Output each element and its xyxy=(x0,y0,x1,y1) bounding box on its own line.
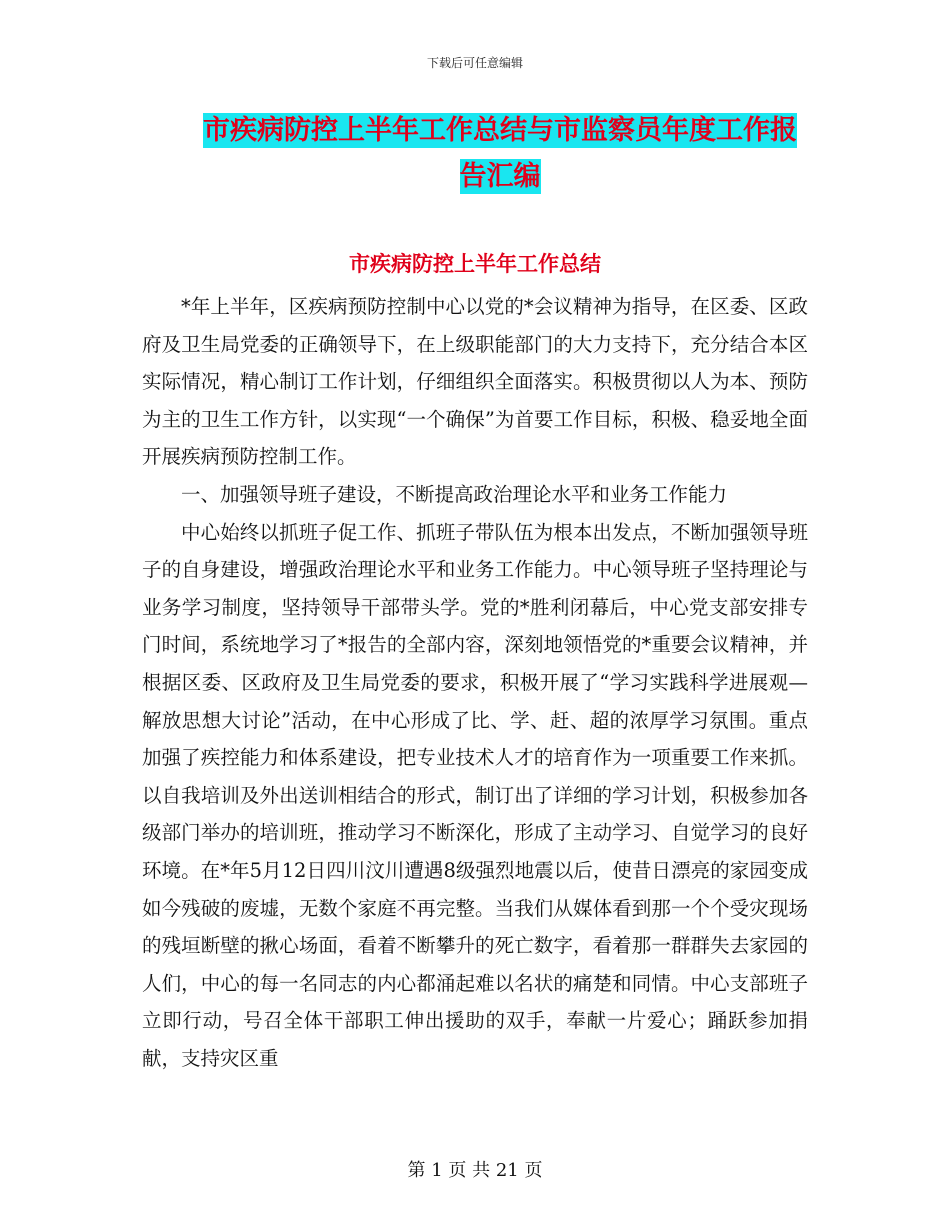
paragraph-heading-1: 一、加强领导班子建设，不断提高政治理论水平和业务工作能力 xyxy=(181,482,728,506)
paragraph-intro: *年上半年，区疾病预防控制中心以党的*会议精神为指导，在区委、区政府及卫生局党委的正确领导下，在上级职能部门的大力支持下，充分结合本区实际情况，精心制订工作计划，仔细组织全面落实。积极贯彻以人为本、预防为主的卫生工作方针，以实现“一个确保”为首要工作目标，积极、稳妥地全面开展疾病预防控制工作。 xyxy=(142,295,808,469)
section-title: 市疾病防控上半年工作总结 xyxy=(349,252,601,276)
document-body xyxy=(142,288,808,1077)
page-footer: 第 1 页 共 21 页 xyxy=(407,1160,543,1181)
document-title xyxy=(190,108,810,200)
header-note: 下载后可任意编辑 xyxy=(426,56,523,70)
paragraph-body-1: 中心始终以抓班子促工作、抓班子带队伍为根本出发点，不断加强领导班子的自身建设，增强政治理论水平和业务工作能力。中心领导班子坚持理论与业务学习制度，坚持领导干部带头学。党的*胜利闭幕后，中心党支部安排专门时间，系统地学习了*报告的全部内容，深刻地领悟党的*重要会议精神，并根据区委、区政府及卫生局党委的要求，积极开展了“学习实践科学进展观—解放思想大讨论”活动，在中心形成了比、学、赶、超的浓厚学习氛围。重点加强了疾控能力和体系建设，把专业技术人才的培育作为一项重要工作来抓。以自我培训及外出送训相结合的形式，制订出了详细的学习计划，积极参加各级部门举办的培训班，推动学习不断深化，形成了主动学习、自觉学习的良好环境。在*年5月12日四川汶川遭遇8级强烈地震以后，使昔日漂亮的家园变成如今残破的废墟，无数个家庭不再完整。当我们从媒体看到那一个个受灾现场的残垣断壁的揪心场面，看着不断攀升的死亡数字，看着那一群群失去家园的人们，中心的每一名同志的内心都涌起难以名状的痛楚和同情。中心支部班子立即行动，号召全体干部职工伸出援助的双手，奉献一片爱心；踊跃参加捐献，支持灾区重 xyxy=(142,520,808,1070)
document-title-text: 市疾病防控上半年工作总结与市监察员年度工作报告汇编 xyxy=(203,115,797,192)
